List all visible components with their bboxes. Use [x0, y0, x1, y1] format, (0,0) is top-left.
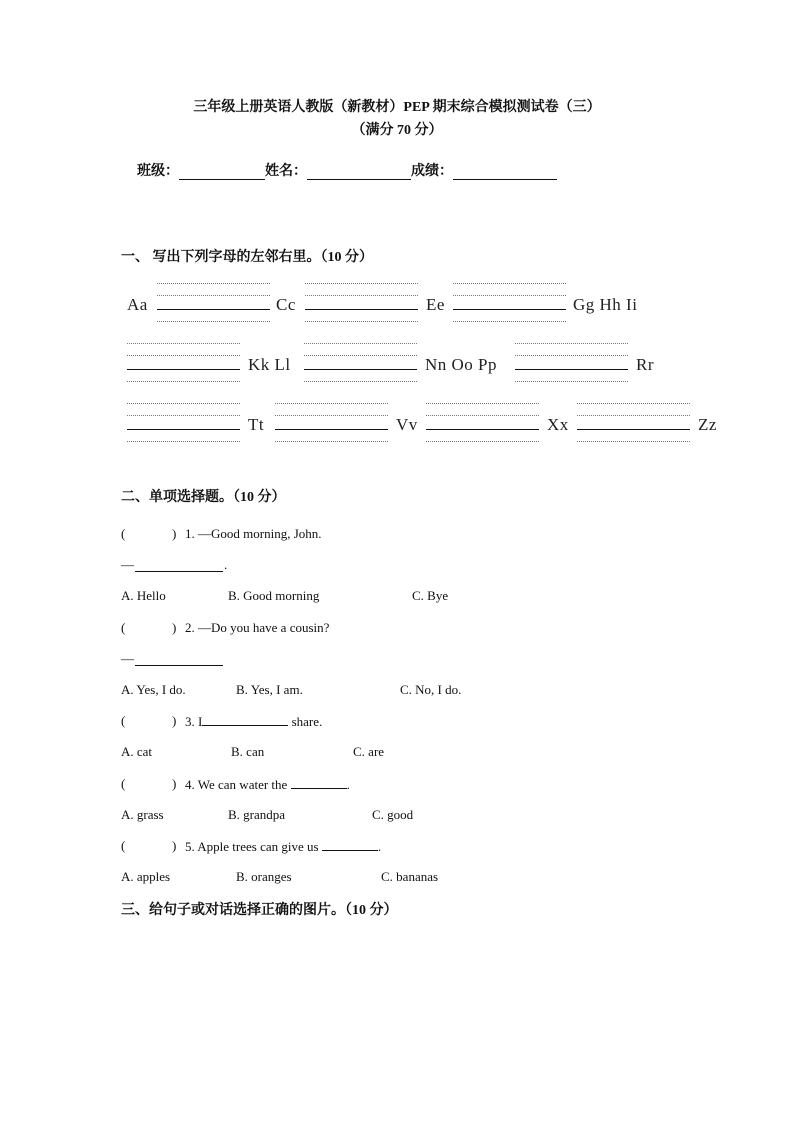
letters-nn-oo-pp: Nn Oo Pp — [425, 355, 498, 374]
option-b[interactable]: B. Yes, I am. — [236, 682, 303, 697]
question-4-post: . — [346, 777, 350, 792]
question-5-pre: 5. Apple trees can give us — [185, 839, 322, 854]
answer-blank[interactable] — [202, 713, 288, 726]
answer-paren-close: ) — [172, 620, 177, 635]
writing-grid[interactable] — [515, 343, 628, 383]
answer-paren-close: ) — [172, 776, 177, 791]
letters-cc: Cc — [276, 295, 296, 314]
question-4-pre: 4. We can water the — [185, 777, 291, 792]
question-5-post: . — [377, 839, 382, 854]
answer-paren-open: ( — [121, 713, 126, 728]
writing-grid[interactable] — [127, 343, 240, 383]
student-info-row — [137, 160, 557, 180]
writing-grid[interactable] — [127, 403, 240, 443]
option-c[interactable]: C. good — [372, 807, 414, 822]
answer-end: . — [224, 557, 228, 572]
answer-blank[interactable] — [135, 557, 223, 572]
page-title: 三年级上册英语人教版（新教材）PEP 期末综合模拟测试卷（三） — [193, 100, 601, 115]
answer-paren-close: ) — [172, 526, 177, 541]
answer-paren-open: ( — [121, 620, 126, 635]
answer-paren-open: ( — [121, 838, 126, 853]
name-field[interactable] — [307, 163, 411, 180]
question-3-stem — [185, 713, 322, 730]
writing-grid[interactable] — [453, 283, 566, 323]
answer-dash: — — [121, 651, 134, 666]
writing-grid[interactable] — [426, 403, 539, 443]
option-a[interactable]: A. apples — [121, 869, 171, 884]
score-label: 成绩： — [411, 164, 453, 179]
letters-zz: Zz — [698, 415, 717, 434]
option-c[interactable]: C. bananas — [381, 869, 439, 884]
answer-dash: — — [121, 557, 134, 572]
answer-paren-close: ) — [172, 838, 177, 853]
name-label: 姓名： — [265, 164, 307, 179]
page-subtitle: （满分 70 分） — [351, 123, 443, 138]
answer-blank[interactable] — [322, 838, 378, 851]
answer-blank[interactable] — [291, 776, 347, 789]
option-c[interactable]: C. are — [353, 744, 385, 759]
answer-paren-close: ) — [172, 713, 177, 728]
question-3-pre: 3. I — [185, 714, 203, 729]
class-field[interactable] — [179, 163, 265, 180]
option-a[interactable]: A. Hello — [121, 588, 166, 603]
letters-rr: Rr — [636, 355, 654, 374]
letters-ee: Ee — [426, 295, 445, 314]
class-label: 班级： — [137, 164, 179, 179]
option-a[interactable]: A. grass — [121, 807, 164, 822]
option-b[interactable]: B. can — [231, 744, 265, 759]
letters-xx: Xx — [547, 415, 569, 434]
letters-aa: Aa — [127, 295, 148, 314]
question-1-stem: 1. —Good morning, John. — [185, 526, 322, 541]
letters-gg-hh-ii: Gg Hh Ii — [573, 295, 638, 314]
option-c[interactable]: C. No, I do. — [400, 682, 462, 697]
writing-grid[interactable] — [275, 403, 388, 443]
option-b[interactable]: B. grandpa — [228, 807, 286, 822]
answer-blank[interactable] — [135, 651, 223, 666]
letters-vv: Vv — [396, 415, 418, 434]
question-2-stem: 2. —Do you have a cousin? — [185, 620, 330, 635]
option-a[interactable]: A. cat — [121, 744, 153, 759]
question-5-stem — [185, 838, 381, 855]
answer-paren-open: ( — [121, 776, 126, 791]
section3-heading: 三、给句子或对话选择正确的图片。（10 分） — [121, 903, 398, 918]
writing-grid[interactable] — [577, 403, 690, 443]
option-b[interactable]: B. oranges — [236, 869, 292, 884]
writing-grid[interactable] — [157, 283, 270, 323]
section2-heading: 二、单项选择题。（10 分） — [121, 490, 286, 505]
section1-heading: 一、 写出下列字母的左邻右里。（10 分） — [121, 250, 373, 265]
option-b[interactable]: B. Good morning — [228, 588, 320, 603]
score-field[interactable] — [453, 163, 557, 180]
letters-tt: Tt — [248, 415, 265, 434]
answer-paren-open: ( — [121, 526, 126, 541]
option-a[interactable]: A. Yes, I do. — [121, 682, 186, 697]
question-3-post: share. — [288, 714, 323, 729]
writing-grid[interactable] — [304, 343, 417, 383]
letters-kk-ll: Kk Ll — [248, 355, 291, 374]
writing-grid[interactable] — [305, 283, 418, 323]
option-c[interactable]: C. Bye — [412, 588, 449, 603]
question-4-stem — [185, 776, 350, 793]
